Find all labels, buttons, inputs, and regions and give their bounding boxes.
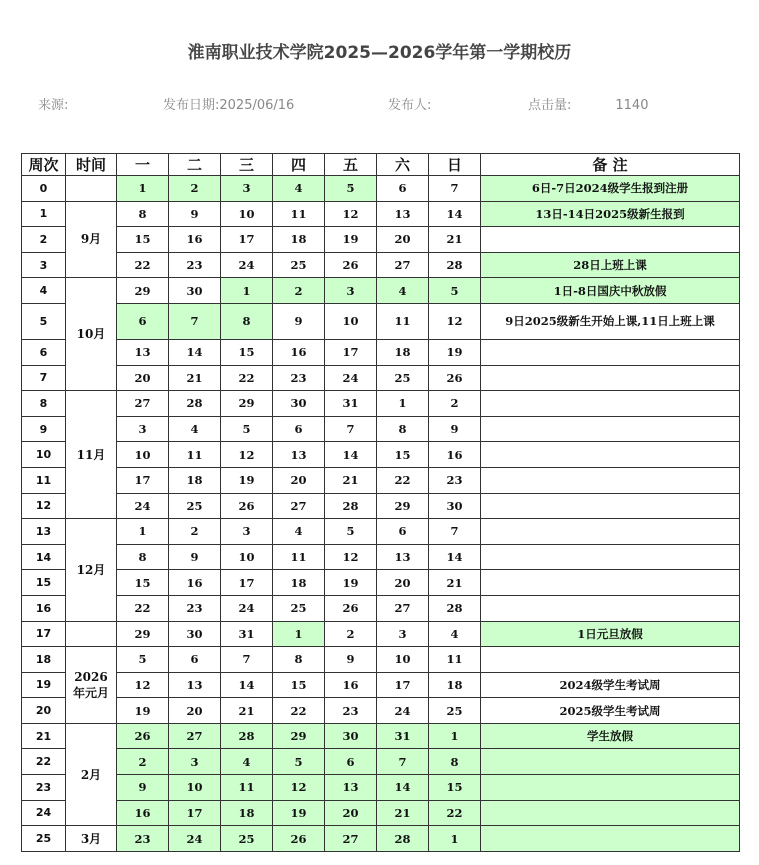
table-row (22, 227, 740, 253)
day-cell: 2 (169, 176, 221, 202)
day-cell: 23 (169, 252, 221, 278)
week-number: 23 (22, 775, 66, 801)
day-cell: 4 (377, 278, 429, 304)
day-cell: 1 (429, 826, 481, 852)
day-cell: 12 (221, 442, 273, 468)
note-cell (481, 544, 740, 570)
day-cell: 10 (117, 442, 169, 468)
table-row (22, 303, 740, 339)
note-cell (481, 519, 740, 545)
day-cell: 1 (377, 391, 429, 417)
table-row (22, 467, 740, 493)
day-cell: 15 (117, 227, 169, 253)
week-number: 18 (22, 647, 66, 673)
day-cell: 26 (429, 365, 481, 391)
day-cell: 9 (429, 416, 481, 442)
week-number: 14 (22, 544, 66, 570)
day-cell: 16 (273, 339, 325, 365)
day-cell: 5 (429, 278, 481, 304)
note-cell: 1日-8日国庆中秋放假 (481, 278, 740, 304)
day-cell: 23 (169, 595, 221, 621)
day-cell: 30 (273, 391, 325, 417)
week-number: 4 (22, 278, 66, 304)
header-mon: 一 (117, 154, 169, 176)
month-december: 12月 (66, 519, 117, 621)
day-cell: 26 (273, 826, 325, 852)
day-cell: 23 (117, 826, 169, 852)
day-cell: 22 (117, 252, 169, 278)
day-cell: 15 (377, 442, 429, 468)
day-cell: 12 (117, 672, 169, 698)
day-cell: 6 (377, 176, 429, 202)
note-cell (481, 339, 740, 365)
day-cell: 24 (325, 365, 377, 391)
day-cell: 30 (169, 278, 221, 304)
day-cell: 6 (169, 647, 221, 673)
day-cell: 23 (325, 698, 377, 724)
day-cell: 3 (325, 278, 377, 304)
header-tue: 二 (169, 154, 221, 176)
day-cell: 28 (325, 493, 377, 519)
day-cell: 10 (377, 647, 429, 673)
day-cell: 8 (429, 749, 481, 775)
day-cell: 14 (429, 544, 481, 570)
day-cell: 25 (429, 698, 481, 724)
note-cell: 2025级学生考试周 (481, 698, 740, 724)
day-cell: 2 (169, 519, 221, 545)
day-cell: 18 (221, 800, 273, 826)
day-cell: 10 (325, 303, 377, 339)
day-cell: 22 (429, 800, 481, 826)
table-row (22, 723, 740, 749)
day-cell: 21 (169, 365, 221, 391)
day-cell: 23 (273, 365, 325, 391)
week-number: 11 (22, 467, 66, 493)
day-cell: 5 (325, 176, 377, 202)
week-number: 20 (22, 698, 66, 724)
note-cell (481, 467, 740, 493)
day-cell: 9 (117, 775, 169, 801)
day-cell: 7 (169, 303, 221, 339)
day-cell: 7 (429, 519, 481, 545)
table-row (22, 775, 740, 801)
day-cell: 24 (221, 252, 273, 278)
week-number: 19 (22, 672, 66, 698)
publish-date: 发布日期:2025/06/16 (163, 98, 295, 113)
table-row (22, 749, 740, 775)
day-cell: 22 (273, 698, 325, 724)
week-number: 6 (22, 339, 66, 365)
day-cell: 4 (273, 176, 325, 202)
note-cell (481, 442, 740, 468)
week-number: 0 (22, 176, 66, 202)
day-cell: 4 (273, 519, 325, 545)
day-cell: 19 (325, 570, 377, 596)
table-row (22, 826, 740, 852)
day-cell: 9 (169, 544, 221, 570)
day-cell: 10 (169, 775, 221, 801)
note-cell (481, 749, 740, 775)
day-cell: 29 (377, 493, 429, 519)
header-row (22, 154, 740, 176)
day-cell: 5 (325, 519, 377, 545)
day-cell: 10 (221, 201, 273, 227)
day-cell: 20 (169, 698, 221, 724)
table-row (22, 595, 740, 621)
week-number: 10 (22, 442, 66, 468)
day-cell: 5 (221, 416, 273, 442)
day-cell: 22 (117, 595, 169, 621)
week-number: 1 (22, 201, 66, 227)
day-cell: 19 (325, 227, 377, 253)
note-cell (481, 416, 740, 442)
month-cell-empty (66, 621, 117, 647)
day-cell: 19 (429, 339, 481, 365)
day-cell: 14 (221, 672, 273, 698)
header-thu: 四 (273, 154, 325, 176)
day-cell: 30 (169, 621, 221, 647)
day-cell: 27 (273, 493, 325, 519)
day-cell: 17 (221, 570, 273, 596)
header-sun: 日 (429, 154, 481, 176)
month-cell-empty (66, 176, 117, 202)
day-cell: 29 (273, 723, 325, 749)
week-number: 9 (22, 416, 66, 442)
day-cell: 13 (169, 672, 221, 698)
day-cell: 8 (117, 544, 169, 570)
table-row (22, 570, 740, 596)
source-label: 来源: (38, 98, 69, 113)
day-cell: 31 (325, 391, 377, 417)
note-cell (481, 775, 740, 801)
day-cell: 16 (429, 442, 481, 468)
day-cell: 8 (273, 647, 325, 673)
day-cell: 14 (429, 201, 481, 227)
day-cell: 29 (117, 278, 169, 304)
day-cell: 14 (377, 775, 429, 801)
day-cell: 21 (221, 698, 273, 724)
day-cell: 14 (325, 442, 377, 468)
day-cell: 27 (325, 826, 377, 852)
day-cell: 4 (221, 749, 273, 775)
day-cell: 19 (221, 467, 273, 493)
day-cell: 13 (273, 442, 325, 468)
day-cell: 3 (169, 749, 221, 775)
day-cell: 11 (273, 201, 325, 227)
day-cell: 28 (169, 391, 221, 417)
day-cell: 18 (273, 570, 325, 596)
note-cell (481, 493, 740, 519)
day-cell: 4 (169, 416, 221, 442)
day-cell: 5 (273, 749, 325, 775)
day-cell: 30 (325, 723, 377, 749)
day-cell: 15 (429, 775, 481, 801)
click-count-value: 1140 (615, 98, 649, 113)
day-cell: 3 (117, 416, 169, 442)
table-row (22, 416, 740, 442)
day-cell: 1 (221, 278, 273, 304)
day-cell: 31 (377, 723, 429, 749)
note-cell: 9日2025级新生开始上课,11日上班上课 (481, 303, 740, 339)
day-cell: 12 (325, 544, 377, 570)
day-cell: 12 (429, 303, 481, 339)
week-number: 12 (22, 493, 66, 519)
day-cell: 16 (169, 227, 221, 253)
day-cell: 9 (273, 303, 325, 339)
month-february: 2月 (66, 723, 117, 825)
table-row (22, 493, 740, 519)
day-cell: 11 (221, 775, 273, 801)
publisher-label: 发布人: (388, 98, 432, 113)
day-cell: 13 (325, 775, 377, 801)
note-cell: 学生放假 (481, 723, 740, 749)
day-cell: 24 (169, 826, 221, 852)
day-cell: 18 (429, 672, 481, 698)
note-cell (481, 800, 740, 826)
day-cell: 20 (117, 365, 169, 391)
note-cell (481, 595, 740, 621)
day-cell: 26 (325, 252, 377, 278)
day-cell: 11 (273, 544, 325, 570)
day-cell: 22 (377, 467, 429, 493)
note-cell (481, 570, 740, 596)
day-cell: 24 (377, 698, 429, 724)
note-cell (481, 647, 740, 673)
day-cell: 1 (117, 519, 169, 545)
day-cell: 27 (377, 252, 429, 278)
day-cell: 16 (117, 800, 169, 826)
month-october: 10月 (66, 278, 117, 391)
day-cell: 8 (221, 303, 273, 339)
week-number: 5 (22, 303, 66, 339)
day-cell: 6 (273, 416, 325, 442)
day-cell: 3 (221, 519, 273, 545)
table-row (22, 339, 740, 365)
day-cell: 9 (325, 647, 377, 673)
day-cell: 28 (377, 826, 429, 852)
day-cell: 8 (377, 416, 429, 442)
day-cell: 19 (117, 698, 169, 724)
day-cell: 28 (429, 595, 481, 621)
day-cell: 24 (117, 493, 169, 519)
week-number: 24 (22, 800, 66, 826)
day-cell: 18 (169, 467, 221, 493)
week-number: 15 (22, 570, 66, 596)
note-cell: 28日上班上课 (481, 252, 740, 278)
day-cell: 7 (221, 647, 273, 673)
day-cell: 20 (377, 227, 429, 253)
day-cell: 4 (429, 621, 481, 647)
page-title: 淮南职业技术学院2025—2026学年第一学期校历 (187, 43, 572, 63)
day-cell: 8 (117, 201, 169, 227)
week-number: 8 (22, 391, 66, 417)
table-row (22, 672, 740, 698)
week-number: 22 (22, 749, 66, 775)
day-cell: 29 (221, 391, 273, 417)
table-row (22, 800, 740, 826)
header-sat: 六 (377, 154, 429, 176)
day-cell: 17 (377, 672, 429, 698)
week-number: 17 (22, 621, 66, 647)
header-week: 周次 (22, 154, 66, 176)
day-cell: 21 (377, 800, 429, 826)
day-cell: 16 (169, 570, 221, 596)
day-cell: 9 (169, 201, 221, 227)
table-row (22, 365, 740, 391)
day-cell: 13 (377, 201, 429, 227)
day-cell: 25 (221, 826, 273, 852)
day-cell: 28 (429, 252, 481, 278)
day-cell: 16 (325, 672, 377, 698)
note-cell: 1日元旦放假 (481, 621, 740, 647)
day-cell: 21 (325, 467, 377, 493)
week-number: 25 (22, 826, 66, 852)
day-cell: 19 (273, 800, 325, 826)
day-cell: 27 (377, 595, 429, 621)
day-cell: 25 (377, 365, 429, 391)
note-cell: 13日-14日2025级新生报到 (481, 201, 740, 227)
header-wed: 三 (221, 154, 273, 176)
day-cell: 18 (377, 339, 429, 365)
week-number: 3 (22, 252, 66, 278)
day-cell: 6 (377, 519, 429, 545)
day-cell: 13 (377, 544, 429, 570)
day-cell: 2 (429, 391, 481, 417)
day-cell: 27 (169, 723, 221, 749)
header-notes: 备 注 (481, 154, 740, 176)
day-cell: 1 (273, 621, 325, 647)
day-cell: 2 (325, 621, 377, 647)
table-row (22, 544, 740, 570)
day-cell: 26 (325, 595, 377, 621)
day-cell: 21 (429, 570, 481, 596)
day-cell: 17 (325, 339, 377, 365)
day-cell: 14 (169, 339, 221, 365)
click-count-label: 点击量: (528, 98, 572, 113)
day-cell: 3 (377, 621, 429, 647)
table-row (22, 176, 740, 202)
day-cell: 2 (273, 278, 325, 304)
note-cell: 2024级学生考试周 (481, 672, 740, 698)
table-row (22, 442, 740, 468)
day-cell: 11 (169, 442, 221, 468)
month-november: 11月 (66, 391, 117, 519)
day-cell: 17 (221, 227, 273, 253)
day-cell: 7 (325, 416, 377, 442)
day-cell: 6 (117, 303, 169, 339)
day-cell: 3 (221, 176, 273, 202)
day-cell: 11 (377, 303, 429, 339)
day-cell: 1 (429, 723, 481, 749)
table-row (22, 201, 740, 227)
day-cell: 2 (117, 749, 169, 775)
week-number: 7 (22, 365, 66, 391)
day-cell: 17 (117, 467, 169, 493)
day-cell: 10 (221, 544, 273, 570)
day-cell: 25 (273, 595, 325, 621)
header-month: 时间 (66, 154, 117, 176)
day-cell: 12 (273, 775, 325, 801)
day-cell: 23 (429, 467, 481, 493)
day-cell: 20 (325, 800, 377, 826)
day-cell: 25 (169, 493, 221, 519)
day-cell: 5 (117, 647, 169, 673)
day-cell: 26 (221, 493, 273, 519)
day-cell: 24 (221, 595, 273, 621)
day-cell: 6 (325, 749, 377, 775)
table-row (22, 391, 740, 417)
note-cell (481, 365, 740, 391)
week-number: 16 (22, 595, 66, 621)
note-cell (481, 391, 740, 417)
note-cell: 6日-7日2024级学生报到注册 (481, 176, 740, 202)
header-fri: 五 (325, 154, 377, 176)
day-cell: 27 (117, 391, 169, 417)
table-row (22, 647, 740, 673)
month-january: 2026年元月 (66, 647, 117, 724)
note-cell (481, 227, 740, 253)
day-cell: 20 (273, 467, 325, 493)
day-cell: 29 (117, 621, 169, 647)
day-cell: 12 (325, 201, 377, 227)
day-cell: 22 (221, 365, 273, 391)
day-cell: 30 (429, 493, 481, 519)
day-cell: 11 (429, 647, 481, 673)
day-cell: 15 (273, 672, 325, 698)
week-number: 21 (22, 723, 66, 749)
day-cell: 21 (429, 227, 481, 253)
week-number: 13 (22, 519, 66, 545)
day-cell: 13 (117, 339, 169, 365)
day-cell: 31 (221, 621, 273, 647)
day-cell: 25 (273, 252, 325, 278)
day-cell: 7 (429, 176, 481, 202)
note-cell (481, 826, 740, 852)
table-row (22, 698, 740, 724)
month-september: 9月 (66, 201, 117, 278)
month-march: 3月 (66, 826, 117, 852)
day-cell: 1 (117, 176, 169, 202)
table-row (22, 278, 740, 304)
day-cell: 15 (117, 570, 169, 596)
day-cell: 18 (273, 227, 325, 253)
table-row (22, 519, 740, 545)
school-calendar-table (21, 153, 740, 852)
day-cell: 15 (221, 339, 273, 365)
click-count (528, 94, 648, 113)
day-cell: 28 (221, 723, 273, 749)
day-cell: 26 (117, 723, 169, 749)
table-row (22, 621, 740, 647)
table-row (22, 252, 740, 278)
week-number: 2 (22, 227, 66, 253)
day-cell: 20 (377, 570, 429, 596)
day-cell: 17 (169, 800, 221, 826)
day-cell: 7 (377, 749, 429, 775)
